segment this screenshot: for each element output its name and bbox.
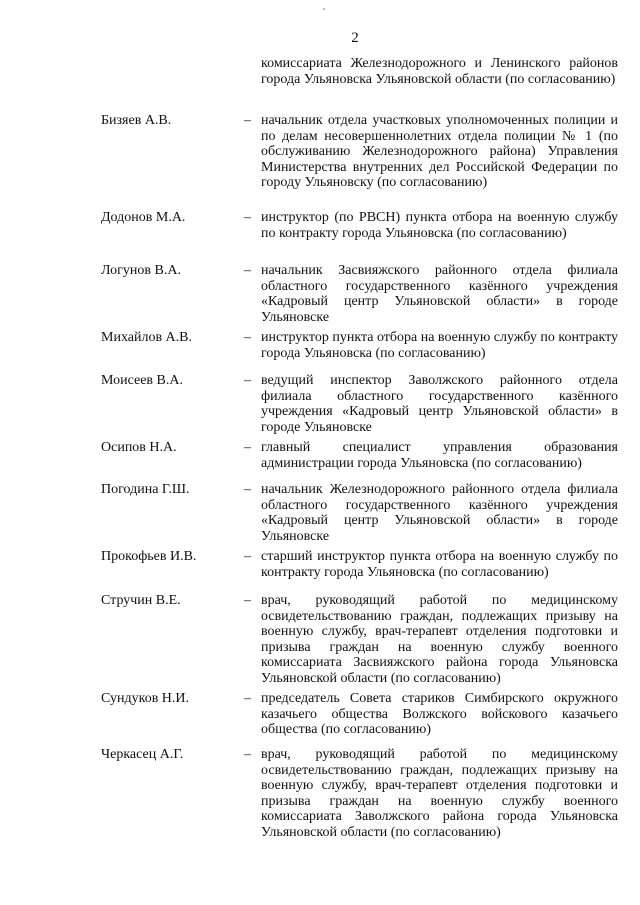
page-number: 2: [351, 30, 359, 46]
member-description: главный специалист управления образования администрации города Ульяновска (по согласованию): [261, 440, 618, 471]
member-description: начальник Засвияжского районного отдела филиала областного государственного казённого учреждения «Кадровый центр Ульяновской области» в городе Ульяновске: [261, 263, 618, 325]
member-description: врач, руководящий работой по медицинскому освидетельствованию граждан, подлежащих призыву на военную службу, врач-терапевт отделения подготовки и призыва граждан на военную службу военного комиссариата Засвияжского района города Ульяновска Ульяновской области (по согласованию): [261, 593, 618, 686]
dash-separator: –: [244, 373, 251, 388]
dash-separator: –: [244, 549, 251, 564]
dash-separator: –: [244, 113, 251, 128]
member-name: Сундуков Н.И.: [101, 691, 190, 706]
dash-separator: –: [244, 210, 251, 225]
member-name: Стручин В.Е.: [101, 593, 181, 608]
continuation-text: комиссариата Железнодорожного и Ленинского районов города Ульяновска Ульяновской области (по согласованию): [261, 56, 618, 87]
member-name: Черкасец А.Г.: [101, 747, 184, 762]
member-name: Додонов М.А.: [101, 210, 186, 225]
member-description: врач, руководящий работой по медицинскому освидетельствованию граждан, подлежащих призыву на военную службу, врач-терапевт отделения подготовки и призыва граждан на военную службу военного комиссариата Заволжского района города Ульяновска Ульяновской области (по согласованию): [261, 747, 618, 840]
member-description: старший инструктор пункта отбора на военную службу по контракту города Ульяновска (по согласованию): [261, 549, 618, 580]
member-name: Погодина Г.Ш.: [101, 482, 190, 497]
dash-separator: –: [244, 263, 251, 278]
scan-speck: [323, 8, 325, 10]
dash-separator: –: [244, 330, 251, 345]
member-description: инструктор (по РВСН) пункта отбора на военную службу по контракту города Ульяновска (по согласованию): [261, 210, 618, 241]
member-name: Прокофьев И.В.: [101, 549, 197, 564]
member-description: председатель Совета стариков Симбирского окружного казачьего общества Волжского войскового казачьего общества (по согласованию): [261, 691, 618, 738]
dash-separator: –: [244, 482, 251, 497]
member-name: Моисеев В.А.: [101, 373, 183, 388]
member-name: Бизяев А.В.: [101, 113, 172, 128]
member-description: инструктор пункта отбора на военную службу по контракту города Ульяновска (по согласованию): [261, 330, 618, 361]
member-name: Логунов В.А.: [101, 263, 181, 278]
member-name: Михайлов А.В.: [101, 330, 193, 345]
member-description: начальник отдела участковых уполномоченных полиции и по делам несовершеннолетних отдела полиции № 1 (по обслуживанию Железнодорожного района) Управления Министерства внутренних дел Российской Федерации по городу Ульяновску (по согласованию): [261, 113, 618, 191]
member-description: начальник Железнодорожного районного отдела филиала областного государственного казённого учреждения «Кадровый центр Ульяновской области» в городе Ульяновске: [261, 482, 618, 544]
member-description: ведущий инспектор Заволжского районного отдела филиала областного государственного казённого учреждения «Кадровый центр Ульяновской области» в городе Ульяновске: [261, 373, 618, 435]
dash-separator: –: [244, 440, 251, 455]
dash-separator: –: [244, 747, 251, 762]
member-name: Осипов Н.А.: [101, 440, 177, 455]
dash-separator: –: [244, 593, 251, 608]
dash-separator: –: [244, 691, 251, 706]
